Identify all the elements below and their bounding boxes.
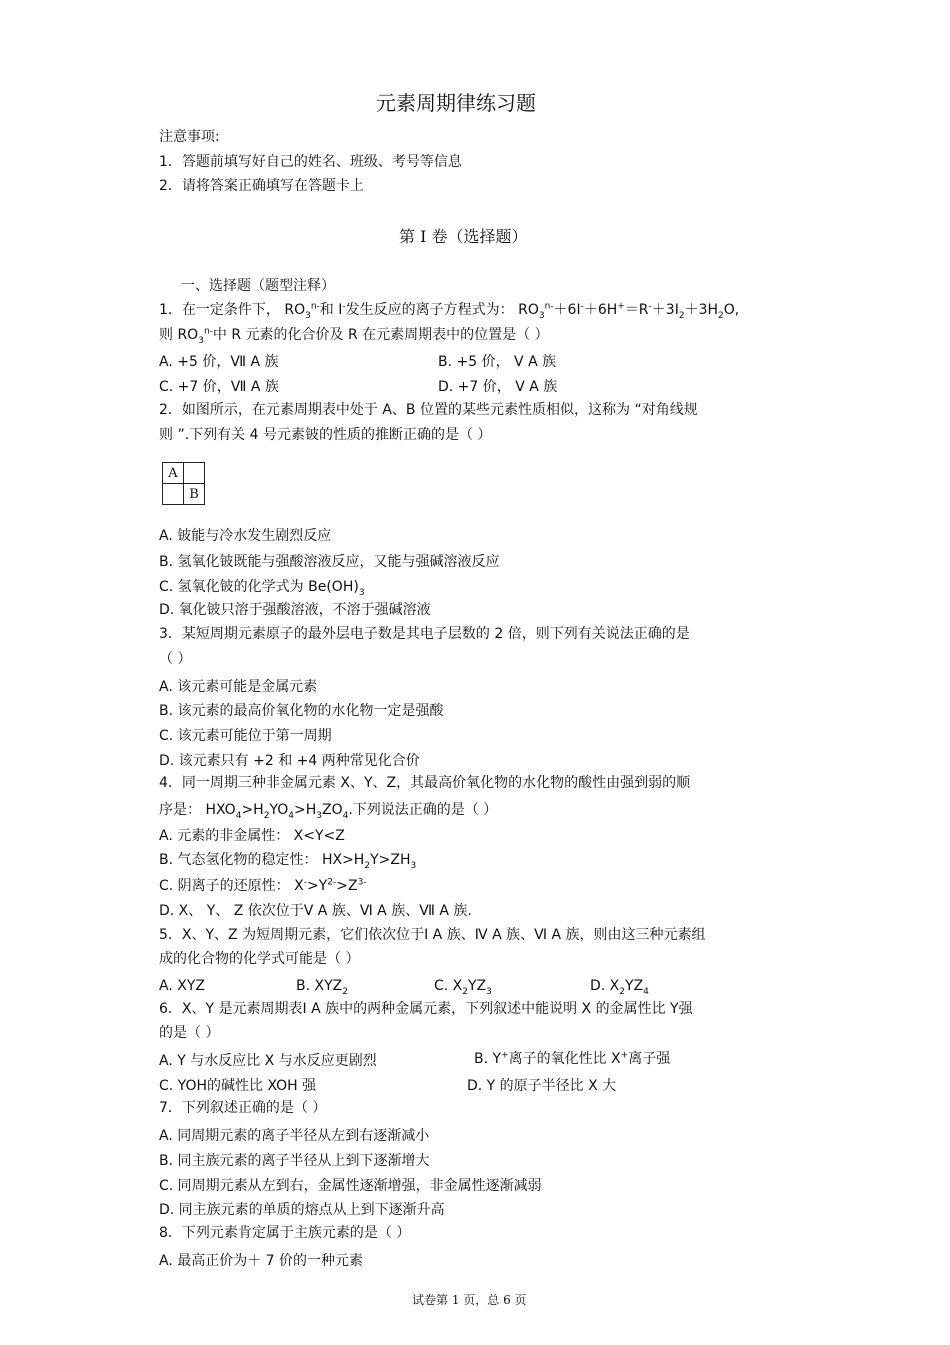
- q3-option-a: A. 该元素可能是金属元素: [159, 679, 318, 695]
- q2-option-c: C. 氢氧化铍的化学式为 $Be(OH)_3$: [159, 579, 365, 598]
- q8-stem: 8．下列元素肯定属于主族元素的是（ ）: [159, 1225, 411, 1241]
- q5-stem-line1: 5．X、Y、Z 为短周期元素，它们依次位于Ⅰ A 族、Ⅳ A 族、Ⅵ A 族，则由这三种元素组: [159, 927, 706, 943]
- q2-option-a: A. 铍能与冷水发生剧烈反应: [159, 528, 332, 544]
- q2-option-b: B. 氢氧化铍既能与强酸溶液反应，又能与强碱溶液反应: [159, 554, 500, 570]
- periodic-position-diagram: [162, 462, 205, 505]
- q5-option-a: A. XYZ: [159, 978, 205, 994]
- q7-option-c: C. 同周期元素从左到右，金属性逐渐增强，非金属性逐渐减弱: [159, 1178, 542, 1194]
- cell-a: A: [163, 463, 184, 484]
- q2-stem-line1: 2．如图所示，在元素周期表中处于 A、B 位置的某些元素性质相似，这称为 “对角线规: [159, 402, 698, 418]
- cell-b: B: [184, 484, 205, 505]
- q1-option-d: D. +7 价， Ⅴ A 族: [438, 379, 558, 395]
- cell-empty-top: [184, 463, 205, 484]
- q4-stem-line1: 4．同一周期三种非金属元素 X、Y、Z，其最高价氧化物的水化物的酸性由强到弱的顺: [159, 775, 691, 791]
- notice-heading: 注意事项:: [159, 129, 220, 145]
- q5-option-c: C. $X_2YZ_3$: [434, 978, 492, 997]
- q3-stem-line1: 3．某短周期元素原子的最外层电子数是其电子层数的 2 倍，则下列有关说法正确的是: [159, 626, 690, 642]
- q3-option-d: D. 该元素只有 +2 和 +4 两种常见化合价: [159, 753, 420, 769]
- section-title: 第 I 卷（选择题）: [399, 227, 528, 246]
- notice-item-2: 2．请将答案正确填写在答题卡上: [159, 178, 364, 194]
- q2-stem-line2: 则 ”.下列有关 4 号元素铍的性质的推断正确的是（ ）: [159, 427, 492, 443]
- q7-stem: 7．下列叙述正确的是（ ）: [159, 1100, 327, 1116]
- q7-option-d: D. 同主族元素的单质的熔点从上到下逐渐升高: [159, 1202, 445, 1218]
- doc-title: 元素周期律练习题: [376, 91, 536, 115]
- cell-empty-bottom: [163, 484, 184, 505]
- q1-stem-line1: 1．在一定条件下， $RO_3^{n-}$和 I-发生反应的离子方程式为： $RO_3^{n-}+6I^-+6H^+=R^-+3I_2+3H_2O$,: [159, 301, 740, 321]
- q1-option-b: B. +5 价， Ⅴ A 族: [438, 354, 557, 370]
- q1-option-a: A. +5 价，Ⅶ A 族: [159, 354, 279, 370]
- q4-option-b: B. 气态氢化物的稳定性： $HX>H_2Y>ZH_3$: [159, 852, 417, 871]
- q3-stem-line2: （ ）: [159, 651, 192, 667]
- q4-option-a: A. 元素的非金属性： X<Y<Z: [159, 828, 345, 844]
- q3-option-b: B. 该元素的最高价氧化物的水化物一定是强酸: [159, 703, 444, 719]
- q4-option-c: C. 阴离子的还原性： $X^->Y^{2-}>Z^{3-}$: [159, 877, 367, 894]
- q1-option-c: C. +7 价，Ⅶ A 族: [159, 379, 279, 395]
- q6-stem-line2: 的是（ ）: [159, 1025, 220, 1041]
- q2-option-d: D. 氧化铍只溶于强酸溶液，不溶于强碱溶液: [159, 602, 431, 618]
- q8-option-a: A. 最高正价为＋ 7 价的一种元素: [159, 1253, 364, 1269]
- q6-option-b: B. Y+离子的氧化性比 X+离子强: [474, 1050, 671, 1067]
- q7-option-a: A. 同周期元素的离子半径从左到右逐渐减小: [159, 1128, 430, 1144]
- page-footer: 试卷第 1 页，总 6 页: [412, 1293, 527, 1307]
- notice-item-1: 1．答题前填写好自己的姓名、班级、考号等信息: [159, 154, 462, 170]
- q4-option-d: D. X、 Y、 Z 依次位于Ⅴ A 族、Ⅵ A 族、Ⅶ A 族.: [159, 903, 472, 919]
- q5-stem-line2: 成的化合物的化学式可能是（ ）: [159, 951, 360, 967]
- q6-option-d: D. Y 的原子半径比 X 大: [467, 1078, 617, 1094]
- q6-stem-line1: 6．X、Y 是元素周期表Ⅰ A 族中的两种金属元素，下列叙述中能说明 X 的金属性比 Y强: [159, 1001, 693, 1017]
- q1-stem-line2: 则 $RO_3^{n-}$中 R 元素的化合价及 R 在元素周期表中的位置是（ ）: [159, 326, 549, 346]
- q6-option-a: A. Y 与水反应比 X 与水反应更剧烈: [159, 1053, 377, 1069]
- q3-option-c: C. 该元素可能位于第一周期: [159, 728, 332, 744]
- q4-stem-line2: 序是： $HXO_4>H_2YO_4>H_3ZO_4$.下列说法正确的是（ ）: [159, 802, 498, 821]
- q6-option-c: C. YOH的碱性比 XOH 强: [159, 1078, 317, 1094]
- q7-option-b: B. 同主族元素的离子半径从上到下逐渐增大: [159, 1153, 430, 1169]
- q5-option-d: D. $X_2YZ_4$: [590, 978, 649, 997]
- q5-option-b: B. $XYZ_2$: [296, 978, 348, 997]
- part-heading: 一、选择题（题型注释）: [181, 278, 335, 294]
